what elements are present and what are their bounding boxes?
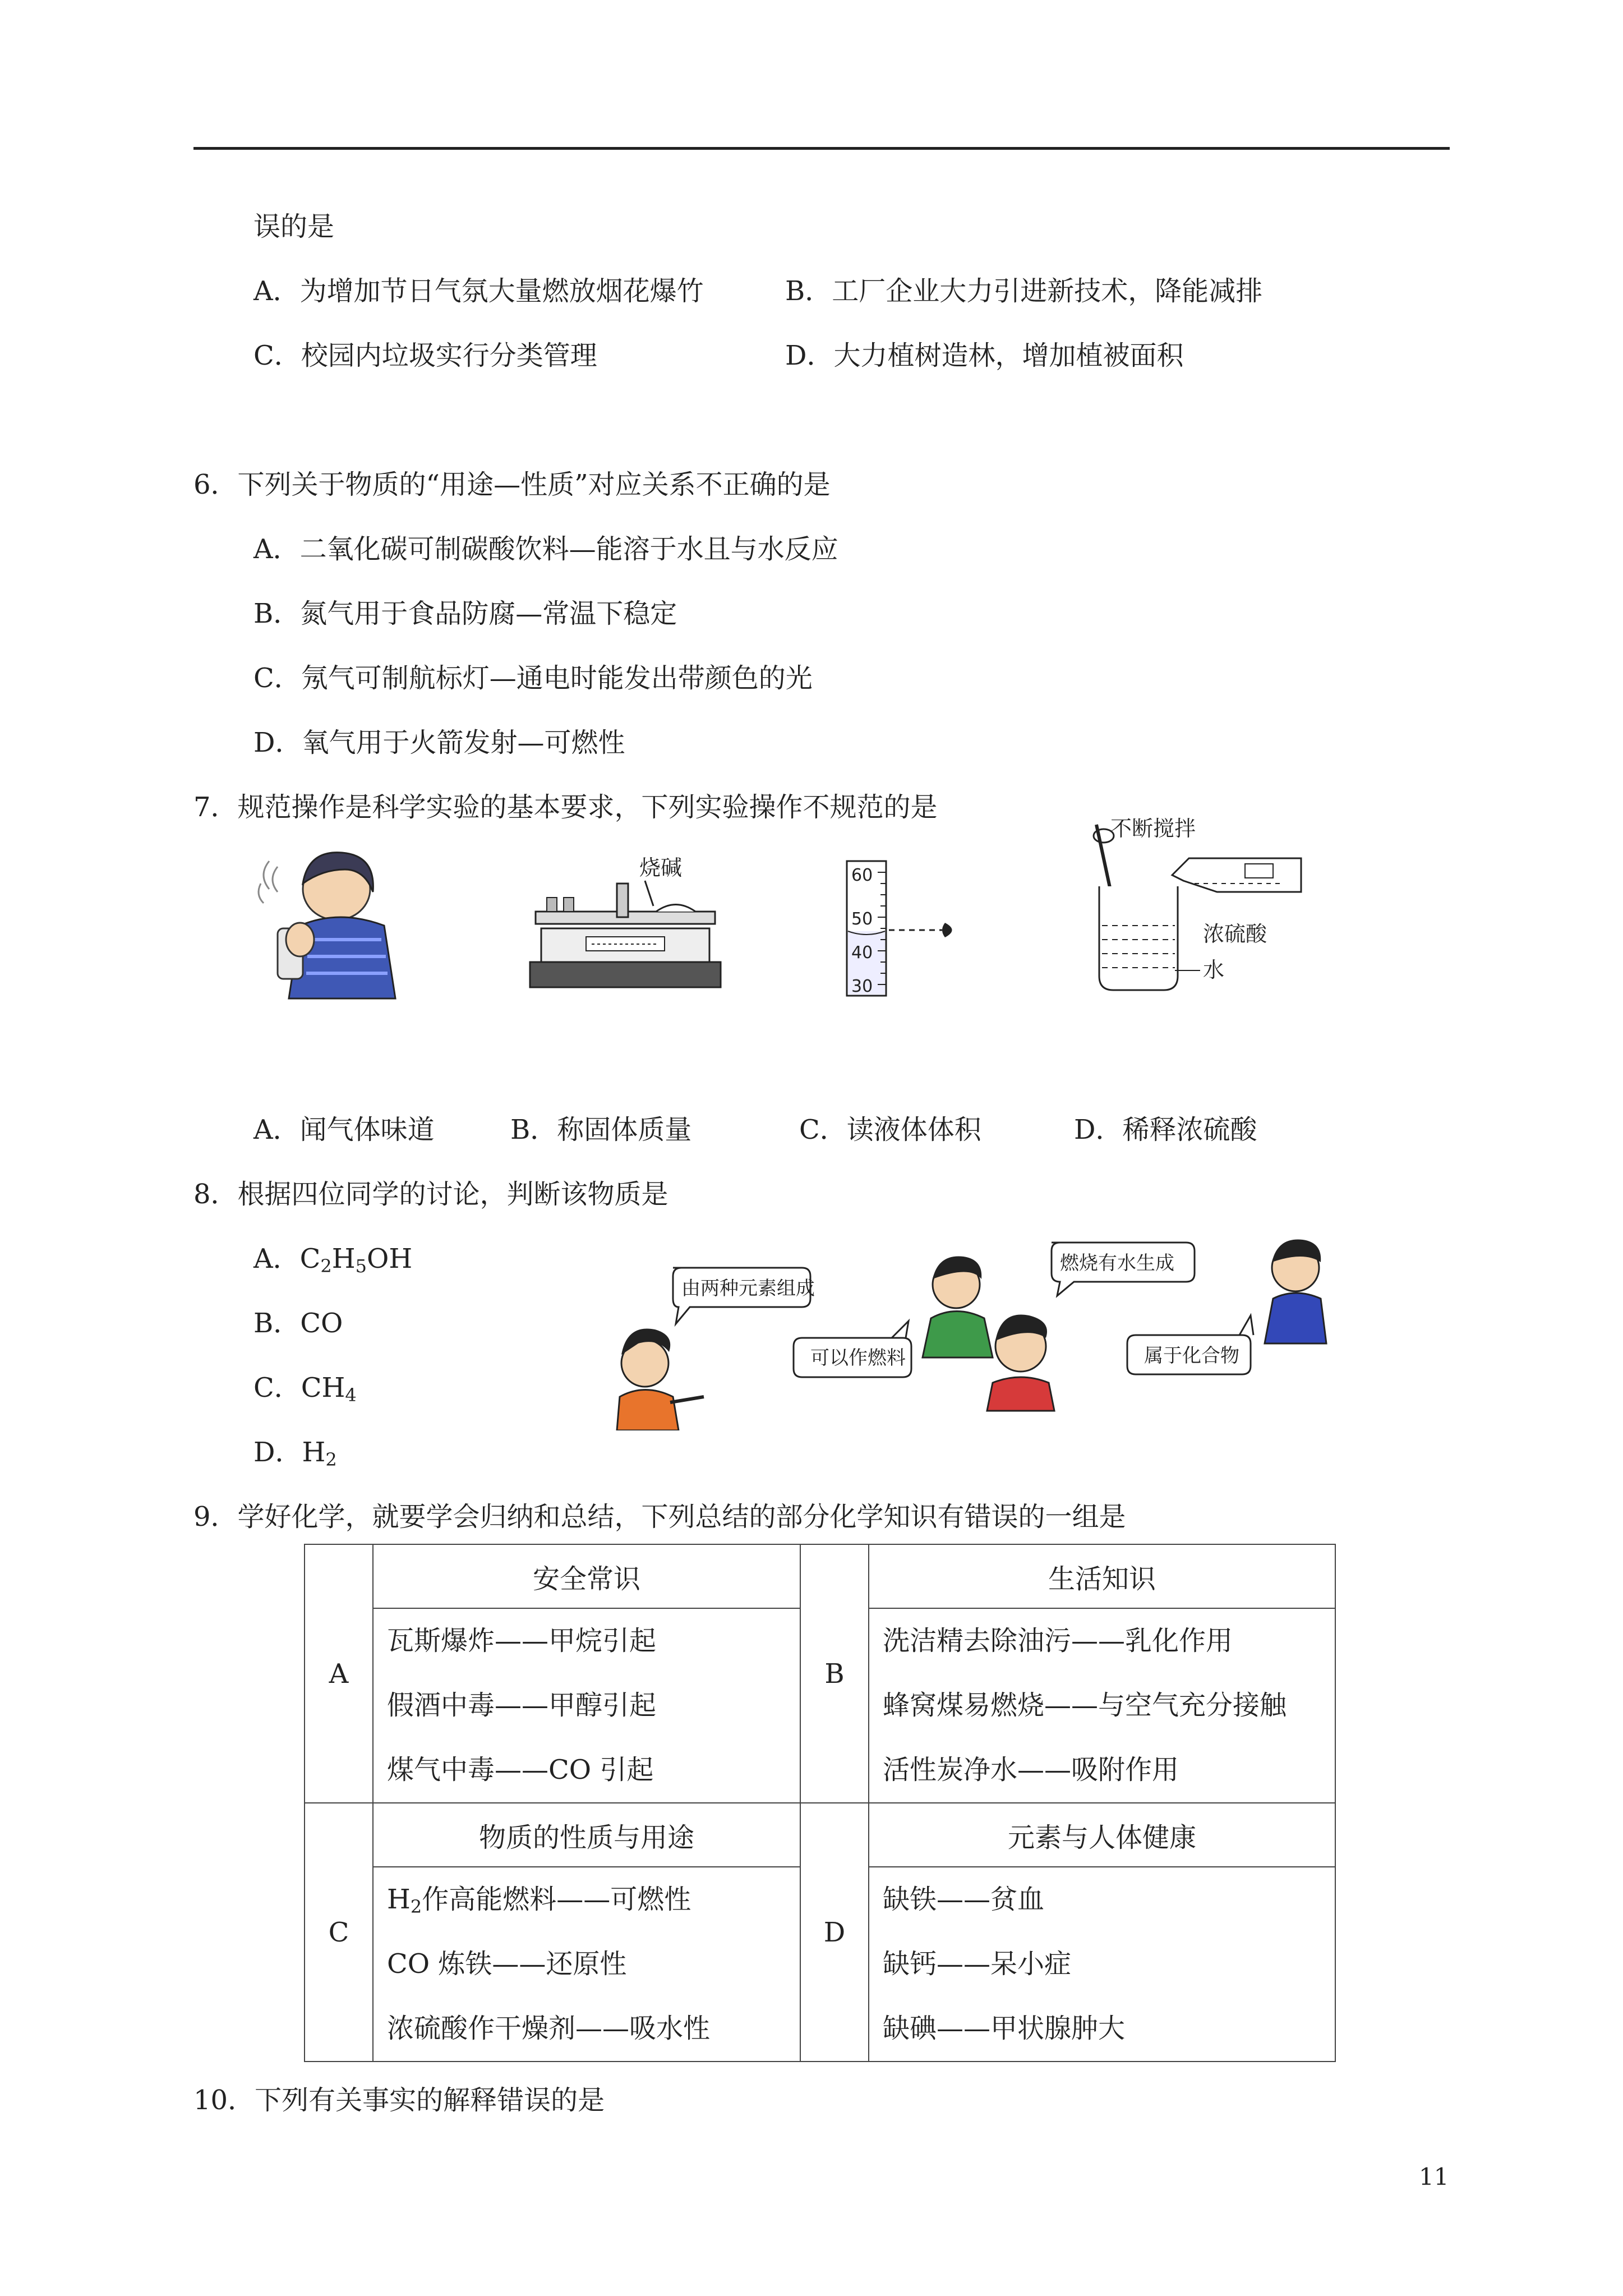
q9-body-d	[869, 1867, 1335, 2062]
q9-header-b: 生活知识	[869, 1544, 1335, 1608]
q5-option-b: B．工厂企业大力引进新技术，降能减排	[785, 275, 1263, 307]
q5-option-a: A．为增加节日气氛大量燃放烟花爆竹	[253, 275, 704, 307]
tick-50: 50	[851, 909, 873, 929]
q8-option-a: A．$C_2H_5OH$	[253, 1243, 413, 1277]
student-boy-green	[923, 1257, 993, 1358]
tick-60: 60	[851, 866, 873, 885]
q9-body-a	[373, 1608, 800, 1803]
q6-option-c: C．氖气可制航标灯—通电时能发出带颜色的光	[253, 662, 813, 694]
q9-b-line: 蜂窝煤易燃烧——与空气充分接触	[883, 1690, 1287, 1721]
q9-c-line: 浓硫酸作干燥剂——吸水性	[387, 2013, 711, 2044]
q9-header-a: 安全常识	[373, 1544, 800, 1608]
figure-cylinder	[836, 858, 976, 999]
q7-option-b: B．称固体质量	[510, 1114, 692, 1145]
tick-40: 40	[851, 943, 873, 963]
q5-option-d: D．大力植树造林，增加植被面积	[785, 340, 1184, 371]
q9-a-line: 瓦斯爆炸——甲烷引起	[387, 1625, 657, 1657]
q5-option-c: C．校园内垃圾实行分类管理	[253, 340, 597, 371]
student-girl	[617, 1328, 704, 1430]
q9-a-line: 假酒中毒——甲醇引起	[387, 1690, 657, 1721]
q8-option-d: D．$H_2$	[253, 1437, 337, 1470]
label-stir: 不断搅拌	[1110, 816, 1196, 841]
q9-letter-a: A	[305, 1544, 373, 1803]
q9-d-line: 缺碘——甲状腺肿大	[883, 2013, 1126, 2044]
q9-stem: 9．学好化学，就要学会归纳和总结，下列总结的部分化学知识有错误的一组是	[193, 1501, 1126, 1533]
figure-discussion	[606, 1234, 1346, 1430]
label-water: 水	[1203, 958, 1225, 982]
tick-30: 30	[851, 977, 873, 996]
q6-stem: 6．下列关于物质的“用途—性质”对应关系不正确的是	[193, 469, 831, 500]
q9-header-d: 元素与人体健康	[869, 1803, 1335, 1867]
student-boy-red	[987, 1314, 1054, 1411]
q9-letter-b: B	[800, 1544, 869, 1803]
page-number: 11	[1419, 2163, 1449, 2191]
q9-body-b	[869, 1608, 1335, 1803]
q9-table	[304, 1544, 1336, 2062]
q9-d-line: 缺钙——呆小症	[883, 1948, 1072, 1980]
q9-c-line: $H_2$作高能燃料——可燃性	[387, 1884, 691, 1917]
figure-balance	[524, 850, 732, 1004]
q5-tail-text: 误的是	[253, 211, 335, 242]
figure-dilute-acid	[1082, 813, 1318, 999]
q8-option-b: B．CO	[253, 1308, 343, 1339]
q9-b-line: 洗洁精去除油污——乳化作用	[883, 1625, 1233, 1657]
q6-option-d: D．氧气用于火箭发射—可燃性	[253, 727, 625, 758]
label-acid: 浓硫酸	[1203, 922, 1267, 946]
q9-a-line: 煤气中毒——CO 引起	[387, 1754, 654, 1786]
q9-letter-c: C	[305, 1803, 373, 2062]
q8-stem: 8．根据四位同学的讨论，判断该物质是	[193, 1179, 668, 1210]
bubble-compound: 属于化合物	[1144, 1345, 1239, 1367]
q6-option-b: B．氮气用于食品防腐—常温下稳定	[253, 598, 677, 629]
q7-option-c: C．读液体体积	[799, 1114, 981, 1145]
q10-stem: 10．下列有关事实的解释错误的是	[193, 2085, 605, 2116]
q6-option-a: A．二氧化碳可制碳酸饮料—能溶于水且与水反应	[253, 533, 838, 565]
q9-header-c: 物质的性质与用途	[373, 1803, 800, 1867]
bubble-fuel: 可以作燃料	[810, 1347, 906, 1369]
label-shaojian: 烧碱	[639, 855, 683, 880]
q9-letter-d: D	[800, 1803, 869, 2062]
bubble-water: 燃烧有水生成	[1060, 1252, 1174, 1274]
q9-c-line: CO 炼铁——还原性	[387, 1948, 627, 1980]
q7-stem: 7．规范操作是科学实验的基本要求，下列实验操作不规范的是	[193, 792, 938, 823]
q9-d-line: 缺铁——贫血	[883, 1884, 1045, 1915]
figure-smell-gas	[247, 850, 409, 1004]
q7-option-d: D．稀释浓硫酸	[1074, 1114, 1257, 1145]
student-boy-blue	[1265, 1240, 1326, 1344]
bubble-two-elements: 由两种元素组成	[681, 1277, 815, 1300]
q7-option-a: A．闻气体味道	[253, 1114, 435, 1145]
q8-option-c: C．$CH_4$	[253, 1372, 357, 1406]
q9-b-line: 活性炭净水——吸附作用	[883, 1754, 1179, 1786]
header-rule	[193, 147, 1450, 150]
q9-body-c	[373, 1867, 800, 2062]
